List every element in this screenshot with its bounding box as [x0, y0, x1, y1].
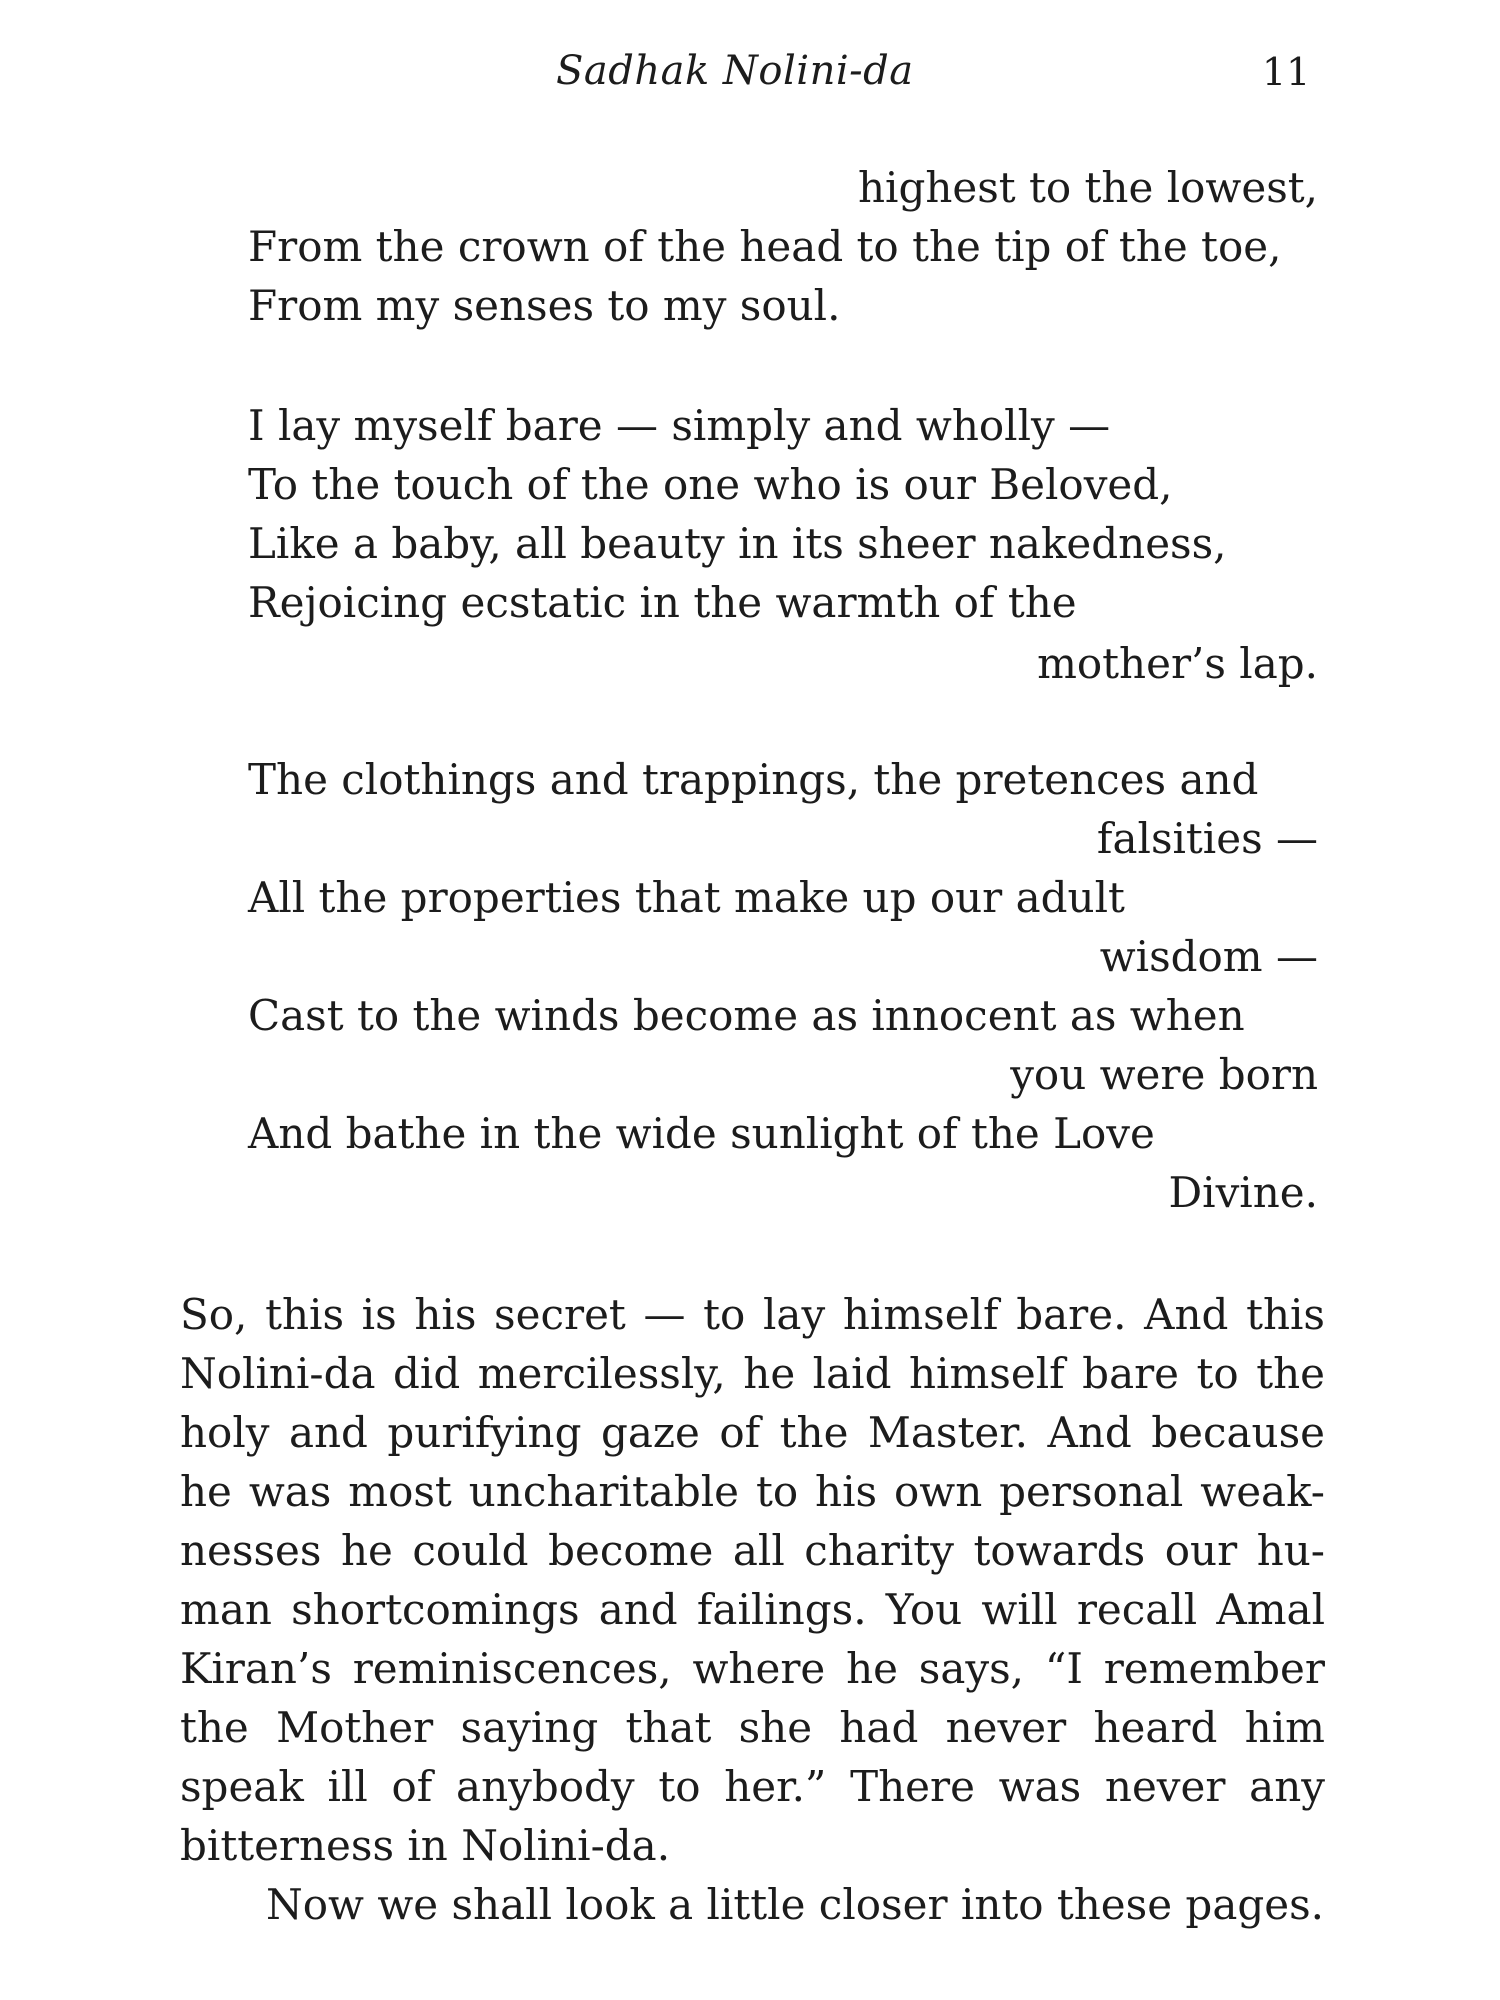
prose-line: bitterness in Nolini-da.: [180, 1821, 671, 1870]
prose-line: the Mother saying that she had never heard him: [180, 1703, 1325, 1752]
page-number: 11: [1262, 50, 1311, 94]
verse-line: falsities —: [1096, 814, 1318, 863]
verse-line: All the properties that make up our adult: [248, 873, 1125, 922]
verse-line: highest to the lowest,: [857, 163, 1318, 212]
running-title: Sadhak Nolini-da: [556, 48, 914, 94]
prose-paragraph-2: Now we shall look a little closer into these pages.: [266, 1880, 1324, 1929]
verse-line: you were born: [1010, 1050, 1318, 1099]
running-head: [0, 42, 1500, 102]
verse-line: Divine.: [1168, 1168, 1318, 1217]
prose-line: speak ill of anybody to her.” There was never any: [180, 1762, 1325, 1811]
verse-line: To the touch of the one who is our Beloved,: [248, 460, 1173, 509]
verse-line: Rejoicing ecstatic in the warmth of the: [248, 578, 1077, 627]
prose-line: man shortcomings and failings. You will recall Amal: [180, 1585, 1325, 1634]
verse-line: Cast to the winds become as innocent as when: [248, 991, 1245, 1040]
verse-line: wisdom —: [1099, 932, 1318, 981]
prose-line: holy and purifying gaze of the Master. And because: [180, 1408, 1325, 1457]
prose-line: So, this is his secret — to lay himself bare. And this: [180, 1290, 1325, 1339]
prose-line: Nolini-da did mercilessly, he laid himself bare to the: [180, 1349, 1325, 1398]
verse-line: The clothings and trappings, the pretences and: [248, 755, 1259, 804]
verse-line: From the crown of the head to the tip of the toe,: [248, 222, 1282, 271]
verse-line: mother’s lap.: [1037, 639, 1318, 688]
verse-line: I lay myself bare — simply and wholly —: [248, 401, 1111, 450]
verse-line: And bathe in the wide sunlight of the Love: [248, 1109, 1155, 1158]
prose-line: nesses he could become all charity towards our hu-: [180, 1526, 1325, 1575]
verse-line: From my senses to my soul.: [248, 281, 841, 330]
prose-line: he was most uncharitable to his own personal weak-: [180, 1467, 1325, 1516]
verse-line: Like a baby, all beauty in its sheer nakedness,: [248, 519, 1227, 568]
prose-line: Kiran’s reminiscences, where he says, “I remember: [180, 1644, 1325, 1693]
